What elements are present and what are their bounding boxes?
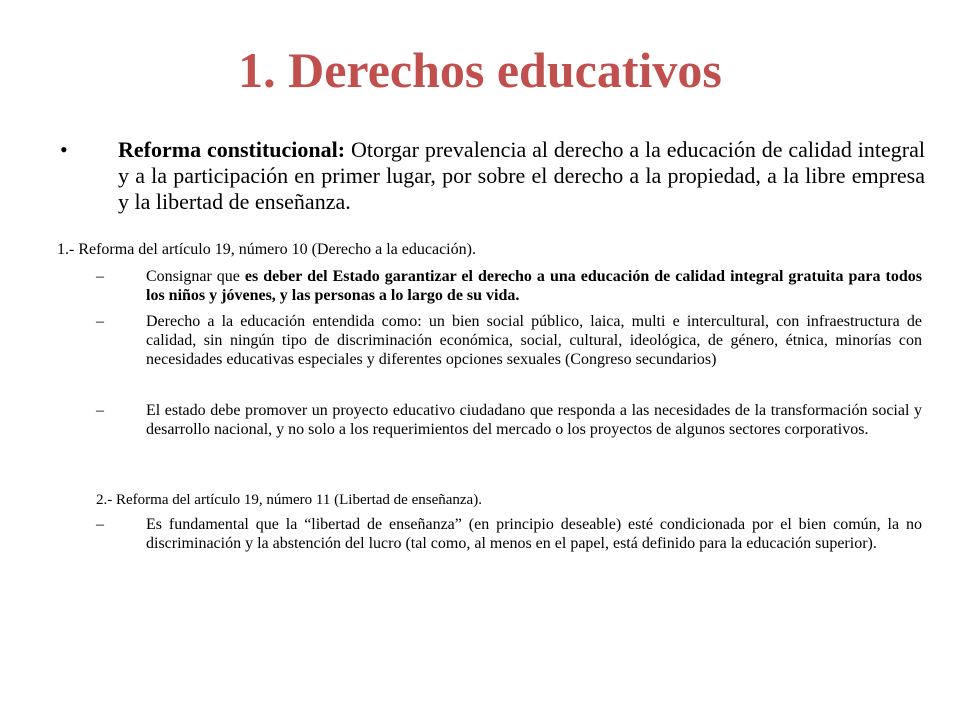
dash-marker: – — [96, 268, 104, 285]
main-bullet-bold-lead: Reforma constitucional: — [118, 137, 346, 162]
main-bullet-body: Otorgar prevalencia al derecho a la educación de calidad integral y a la participación en primer lugar, por sobre el derecho a la propiedad, a la libre empresa y la libertad de enseñanza. — [118, 137, 925, 214]
bullet-marker: • — [60, 137, 68, 162]
section1-item-2 — [96, 312, 922, 369]
item-text: El estado debe promover un proyecto educativo ciudadano que responda a las necesidades de la transformación social y desarrollo nacional, y no solo a los requerimientos del mercado o los proyectos de algunos sectores corporativos. — [146, 402, 922, 438]
dash-marker: – — [96, 402, 104, 419]
section2-heading: 2.- Reforma del artículo 19, número 11 (Libertad de enseñanza). — [96, 492, 482, 508]
item-text: Derecho a la educación entendida como: un bien social público, laica, multi e intercultural, con infraestructura de calidad, sin ningún tipo de discriminación económica, social, cultural, ideológica, de género, étnica, minorías con necesidades educativas especiales y diferentes opciones sexuales (Congreso secundarios) — [146, 313, 922, 368]
section1-item-3 — [96, 401, 922, 439]
item-bold: es deber del Estado garantizar el derecho a una educación de calidad integral gratuita para todos los niños y jóvenes, y las personas a lo largo de su vida. — [146, 268, 923, 304]
main-bullet-text — [118, 137, 925, 215]
main-bullet — [60, 137, 925, 215]
section2-item-1 — [96, 515, 922, 553]
item-lead: Consignar que — [146, 268, 245, 285]
section1-item-1 — [96, 267, 922, 305]
item-text — [146, 267, 922, 305]
dash-marker: – — [96, 516, 104, 533]
dash-marker: – — [96, 313, 104, 330]
item-text: Es fundamental que la “libertad de enseñanza” (en principio deseable) esté condicionada por el bien común, la no discriminación y la abstención del lucro (tal como, al menos en el papel, está definido para la educación superior). — [146, 516, 922, 552]
slide-title: 1. Derechos educativos — [238, 42, 722, 98]
section1-heading: 1.- Reforma del artículo 19, número 10 (Derecho a la educación). — [57, 241, 476, 258]
